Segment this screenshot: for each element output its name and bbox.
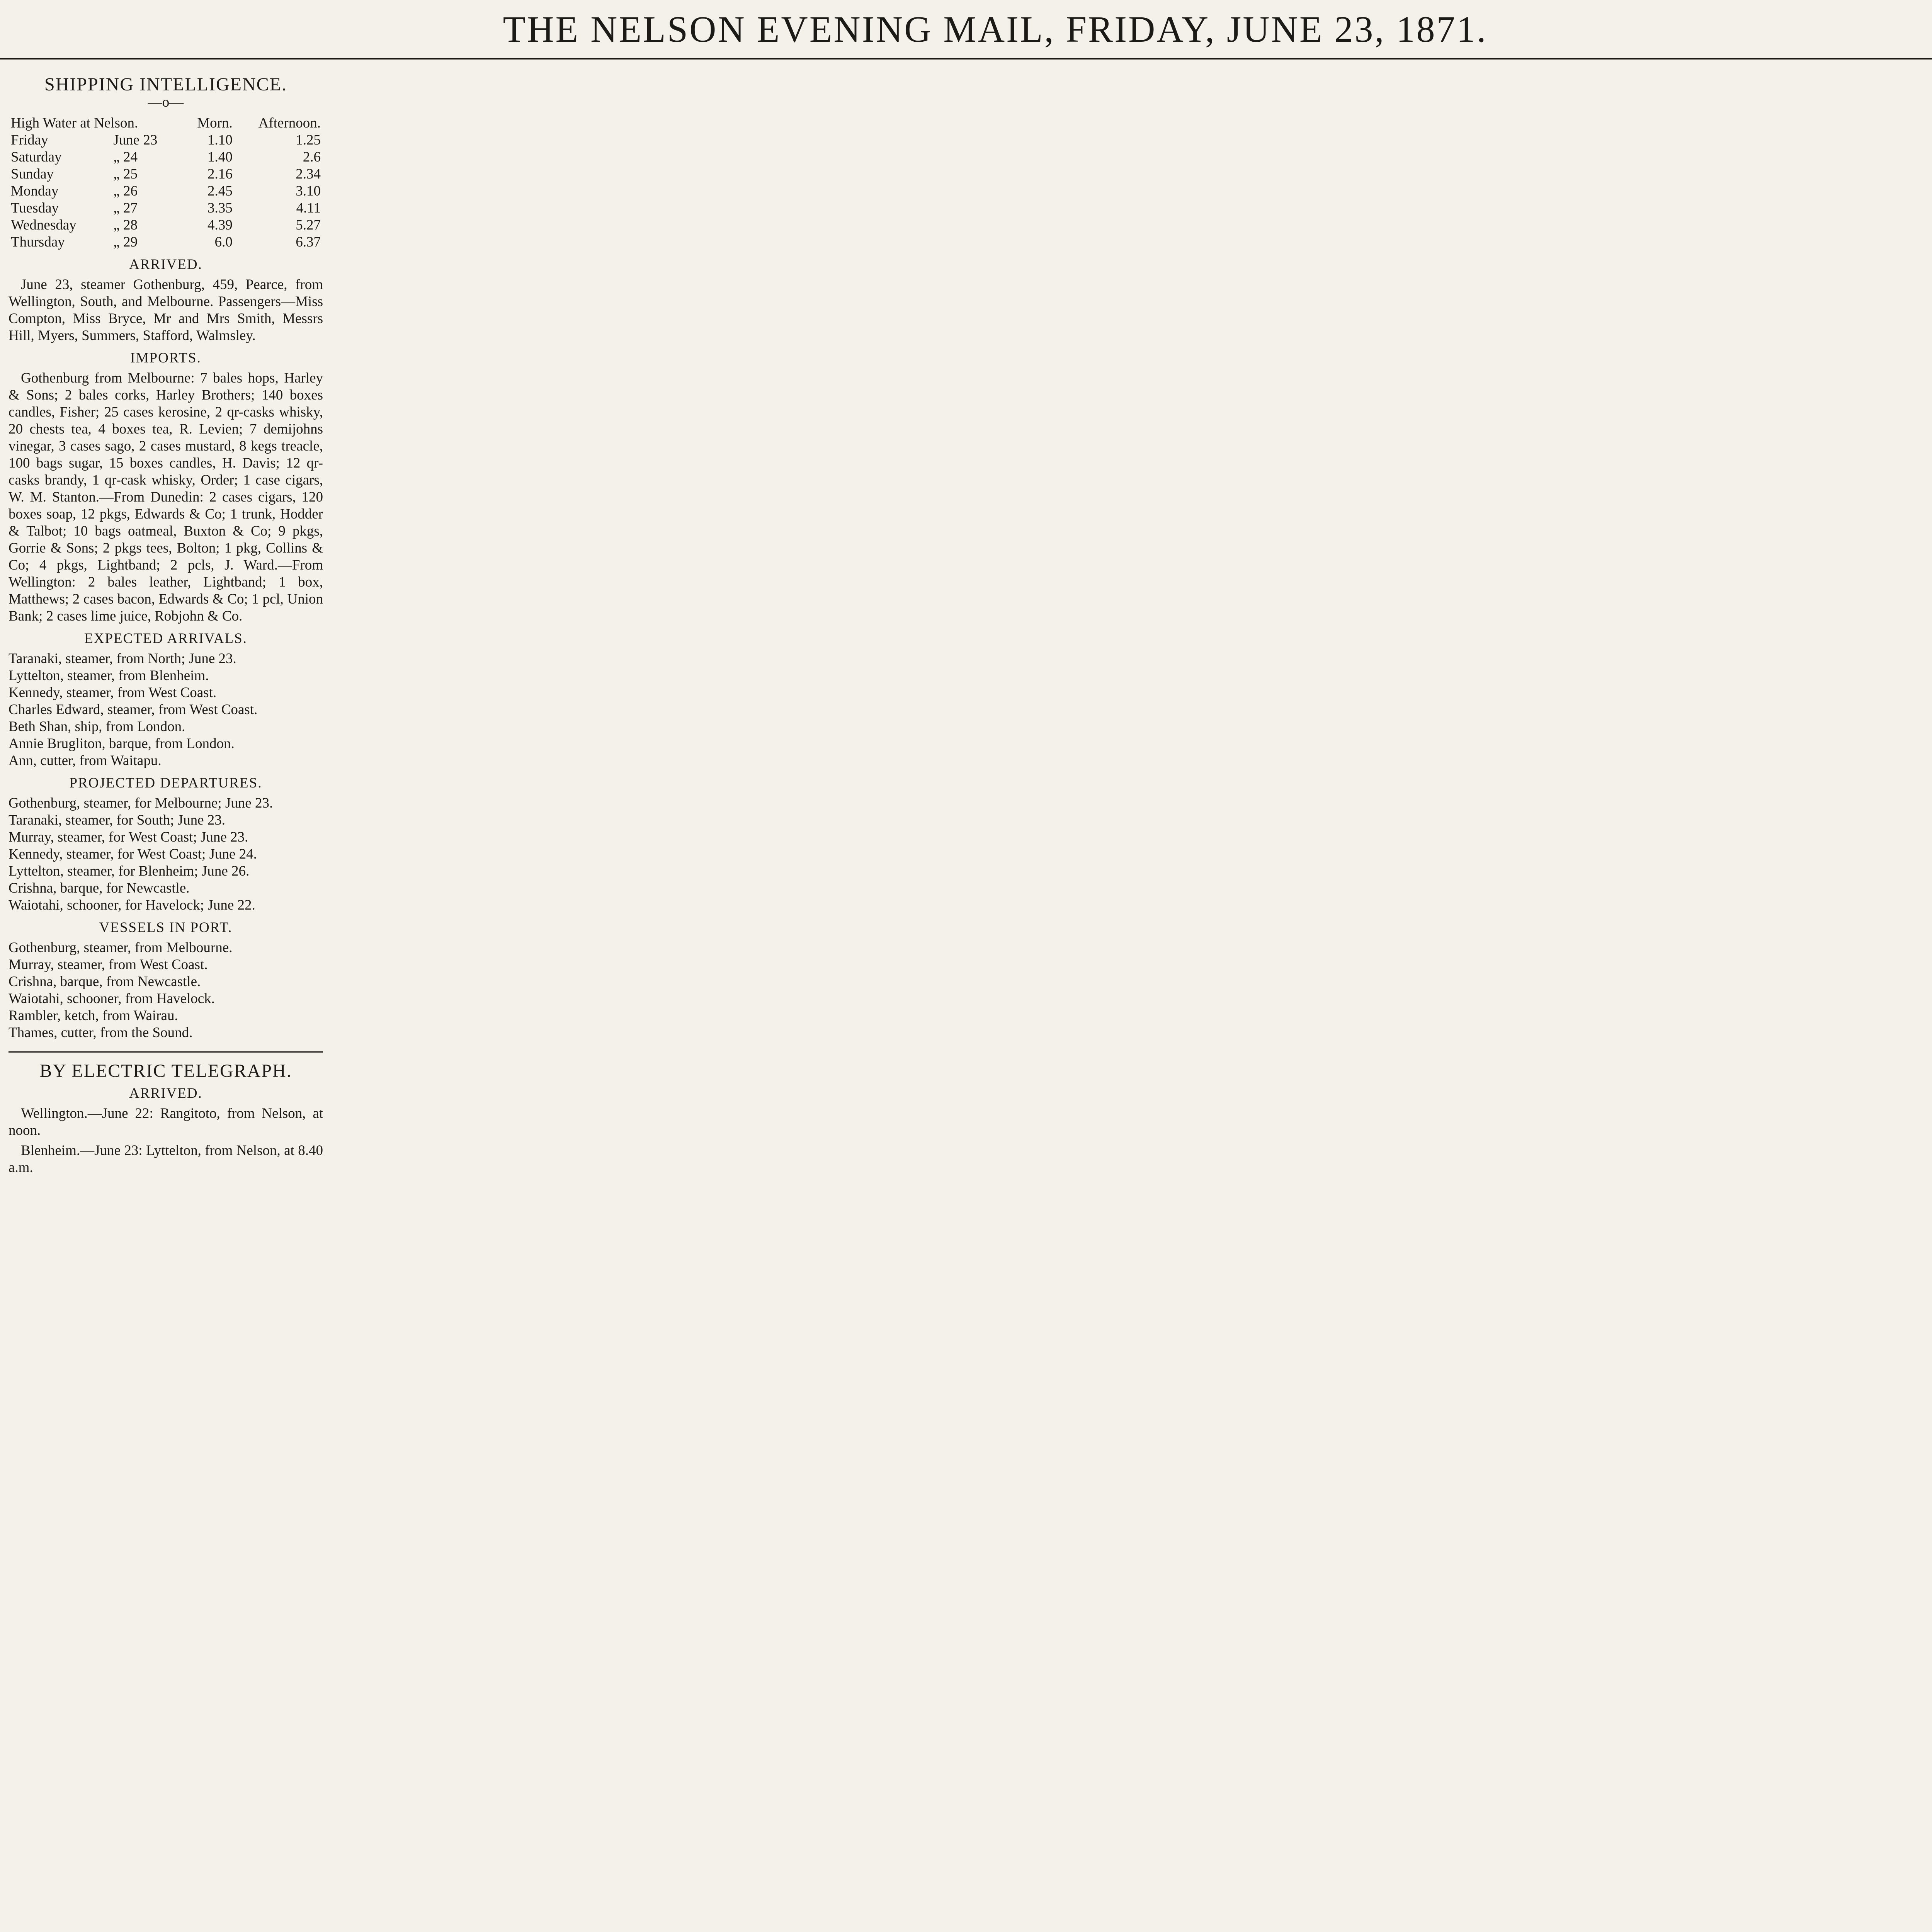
column-1 (0, 68, 332, 1932)
tide-day: Tuesday (11, 200, 59, 216)
tide-row (9, 234, 323, 251)
tide-date: June 23 (113, 132, 158, 148)
tide-row (9, 132, 323, 149)
divider: —o— (148, 94, 184, 110)
tide-table (9, 115, 323, 251)
in-port-line: Murray, steamer, from West Coast. (9, 957, 208, 973)
projected-line: Lyttelton, steamer, for Blenheim; June 26. (9, 863, 250, 879)
expected-line: Beth Shan, ship, from London. (9, 719, 185, 735)
tide-morn: 1.10 (207, 132, 233, 148)
in-port-line: Waiotahi, schooner, from Havelock. (9, 991, 215, 1007)
tide-morn: 2.45 (207, 183, 233, 199)
tide-row (9, 149, 323, 166)
telegraph-line: Blenheim.—June 23: Lyttelton, from Nelson, at 8.40 a.m. (9, 1143, 323, 1175)
tide-date: „ 26 (113, 183, 138, 199)
section-rule (9, 1051, 323, 1053)
expected-arrivals-heading: EXPECTED ARRIVALS. (84, 631, 247, 646)
arrived-text: June 23, steamer Gothenburg, 459, Pearce, from Wellington, South, and Melbourne. Passengers—Miss Compton, Miss Bryce, Mr and Mrs Smith, Messrs Hill, Myers, Summers, Stafford, Walmsley. (9, 277, 323, 344)
tide-day: Thursday (11, 234, 65, 250)
masthead (0, 0, 1932, 60)
in-port-line: Gothenburg, steamer, from Melbourne. (9, 940, 233, 956)
tide-morn: 6.0 (214, 234, 233, 250)
tide-header-morn: Morn. (197, 115, 233, 131)
projected-line: Crishna, barque, for Newcastle. (9, 880, 190, 896)
tide-aft: 3.10 (296, 183, 321, 199)
tide-row (9, 217, 323, 234)
tide-date: „ 27 (113, 200, 138, 216)
tide-morn: 3.35 (207, 200, 233, 216)
tide-day: Monday (11, 183, 59, 199)
tide-date: „ 28 (113, 217, 138, 233)
expected-line: Ann, cutter, from Waitapu. (9, 753, 162, 769)
expected-line: Charles Edward, steamer, from West Coast. (9, 702, 258, 718)
expected-line: Taranaki, steamer, from North; June 23. (9, 651, 236, 667)
tide-day: Friday (11, 132, 48, 148)
telegraph-line: Wellington.—June 22: Rangitoto, from Nelson, at noon. (9, 1105, 323, 1138)
tide-aft: 2.6 (303, 149, 321, 165)
expected-line: Lyttelton, steamer, from Blenheim. (9, 668, 209, 684)
tide-day: Wednesday (11, 217, 77, 233)
tide-aft: 5.27 (296, 217, 321, 233)
projected-departures-heading: PROJECTED DEPARTURES. (69, 775, 262, 791)
tide-morn: 1.40 (207, 149, 233, 165)
tide-aft: 6.37 (296, 234, 321, 250)
projected-line: Kennedy, steamer, for West Coast; June 24. (9, 846, 257, 862)
newspaper-title: THE NELSON EVENING MAIL, FRIDAY, JUNE 23, 1871. (503, 9, 1488, 50)
tide-date: „ 24 (113, 149, 138, 165)
shipping-heading: SHIPPING INTELLIGENCE. (44, 74, 287, 95)
in-port-line: Thames, cutter, from the Sound. (9, 1025, 193, 1041)
expected-line: Annie Brugliton, barque, from London. (9, 736, 235, 752)
telegraph-arrived-heading: ARRIVED. (129, 1085, 202, 1101)
tide-day: Saturday (11, 149, 62, 165)
projected-line: Murray, steamer, for West Coast; June 23. (9, 829, 248, 845)
tide-day: Sunday (11, 166, 54, 182)
tide-row (9, 166, 323, 183)
in-port-line: Rambler, ketch, from Wairau. (9, 1008, 178, 1024)
tide-aft: 1.25 (296, 132, 321, 148)
tide-aft: 4.11 (296, 200, 321, 216)
tide-row (9, 183, 323, 200)
tide-morn: 4.39 (207, 217, 233, 233)
tide-row (9, 200, 323, 217)
imports-text: Gothenburg from Melbourne: 7 bales hops, Harley & Sons; 2 bales corks, Harley Brothers; 140 boxes candles, Fisher; 25 cases kerosine, 2 qr-casks whisky, 20 chests tea, 4 boxes tea, R. Levien; 7 demijohns vinegar, 3 cases sago, 2 cases mustard, 8 kegs treacle, 100 bags sugar, 15 boxes candles, H. Davis; 12 qr-casks brandy, 1 qr-cask whisky, Order; 1 case cigars, W. M. Stanton.—From Dunedin: 2 cases cigars, 120 boxes soap, 12 pkgs, Edwards & Co; 1 trunk, Hodder & Talbot; 10 bags oatmeal, Buxton & Co; 9 pkgs, Gorrie & Sons; 2 pkgs tees, Bolton; 1 pkg, Collins & Co; 4 pkgs, Lightband; 2 pcls, J. Ward.—From Wellington: 2 bales leather, Lightband; 1 box, Matthews; 2 cases bacon, Edwards & Co; 1 pcl, Union Bank; 2 cases lime juice, Robjohn & Co. (9, 370, 323, 624)
tide-header-place: High Water at Nelson. (11, 115, 138, 131)
tide-header-row (9, 115, 323, 132)
tide-date: „ 25 (113, 166, 138, 182)
tide-morn: 2.16 (207, 166, 233, 182)
projected-line: Taranaki, steamer, for South; June 23. (9, 812, 226, 828)
in-port-line: Crishna, barque, from Newcastle. (9, 974, 201, 990)
tide-date: „ 29 (113, 234, 138, 250)
expected-line: Kennedy, steamer, from West Coast. (9, 685, 217, 701)
tide-aft: 2.34 (296, 166, 321, 182)
projected-line: Gothenburg, steamer, for Melbourne; June 23. (9, 795, 273, 811)
tide-header-aft: Afternoon. (258, 115, 321, 131)
imports-heading: IMPORTS. (130, 350, 201, 366)
projected-line: Waiotahi, schooner, for Havelock; June 22. (9, 897, 255, 913)
arrived-heading: ARRIVED. (129, 257, 202, 272)
telegraph-heading: BY ELECTRIC TELEGRAPH. (39, 1061, 292, 1081)
vessels-in-port-heading: VESSELS IN PORT. (99, 920, 233, 935)
